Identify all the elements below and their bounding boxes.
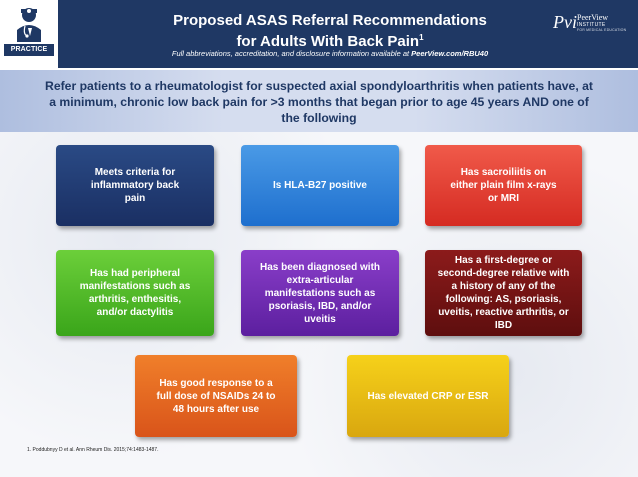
criteria-box-elevated-crp-esr (347, 355, 509, 437)
logo-brand-line2: INSTITUTE (577, 22, 606, 28)
criteria-text: Has elevated CRP or ESR (367, 390, 489, 402)
criteria-text: Is HLA-B27 positive (273, 180, 367, 191)
criteria-box-nsaid-response (135, 355, 297, 437)
criteria-text: Has sacroiliitis on either plain film x-rays or MRI (450, 167, 557, 204)
page-subtitle (120, 49, 540, 58)
page-title (120, 12, 540, 50)
logo-brand-line1: PeerView (577, 13, 609, 22)
doctor-icon (15, 6, 43, 42)
criteria-text: Has a first-degree or second-degree relative with a history of any of the following: AS, psoriasis, uveitis, reactive arthritis, or IBD (437, 255, 570, 331)
criteria-box-sacroiliitis (425, 145, 582, 226)
criteria-box-peripheral-manifestations (56, 250, 214, 336)
peerview-logo (553, 10, 633, 40)
criteria-box-hla-b27 (241, 145, 399, 226)
title-superscript: 1 (419, 33, 424, 42)
criteria-box-family-history (425, 250, 582, 336)
logo-monogram: Pvi (553, 12, 577, 32)
criteria-text: Meets criteria for inflammatory back pain (90, 167, 180, 204)
criteria-box-inflammatory-back-pain (56, 145, 214, 226)
practice-aid-badge (0, 0, 60, 68)
subtitle-prefix: Full abbreviations, accreditation, and disclosure information available at (171, 49, 412, 58)
header-bar (0, 0, 638, 68)
criteria-box-extra-articular (241, 250, 399, 336)
referral-banner (0, 70, 638, 132)
criteria-text: Has good response to a full dose of NSAIDs 24 to 48 hours after use (156, 377, 276, 415)
reference-footnote: 1. Poddubnyy D et al. Ann Rheum Dis. 2015;74:1483-1487. (27, 447, 159, 453)
practice-aid-label: PRACTICE AID (4, 44, 54, 56)
criteria-text: Has been diagnosed with extra-articular manifestations such as psoriasis, IBD, and/or uveitis (259, 261, 381, 325)
title-line-1: Proposed ASAS Referral Recommendations (173, 12, 487, 29)
banner-text: Refer patients to a rheumatologist for suspected axial spondyloarthritis when patients have, at a minimum, chronic low back pain for >3 months that began prior to age 45 years AND one of the following (45, 79, 593, 125)
subtitle-link[interactable]: PeerView.com/RBU40 (411, 49, 489, 58)
logo-brand-line3: FOR MEDICAL EDUCATION (577, 28, 627, 32)
criteria-text: Has had peripheral manifestations such as arthritis, enthesitis, and/or dactylitis (79, 268, 191, 318)
title-line-2: for Adults With Back Pain (236, 33, 420, 50)
